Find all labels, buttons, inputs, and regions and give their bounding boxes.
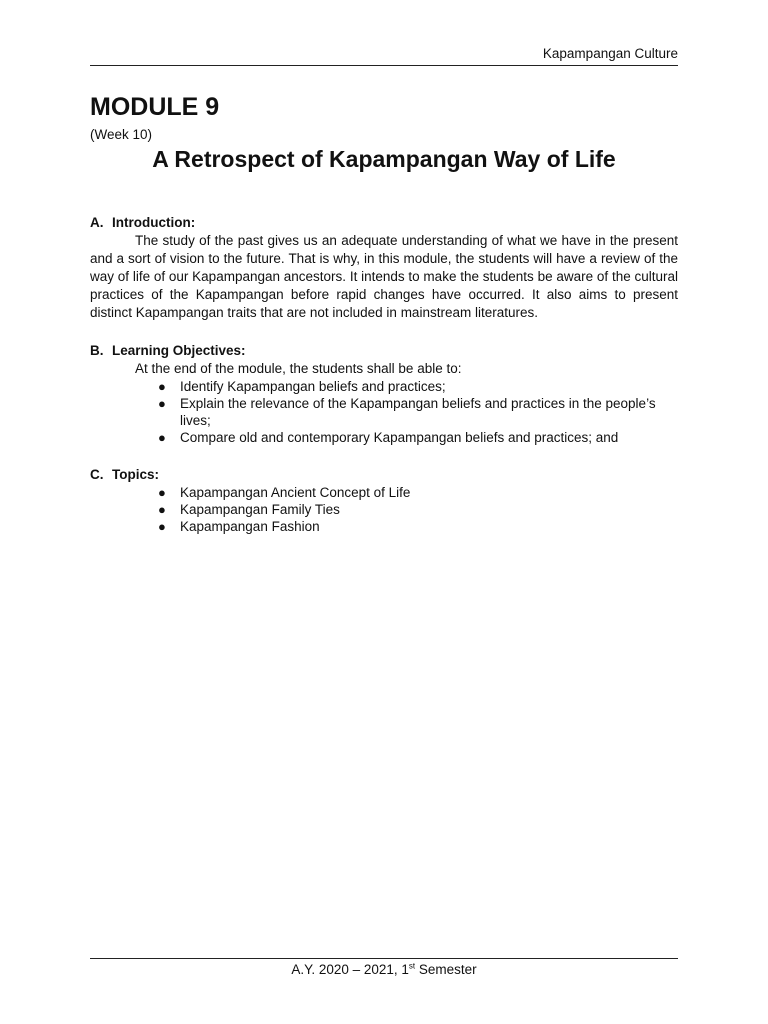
footer-ordinal: st bbox=[408, 961, 416, 971]
section-introduction bbox=[90, 214, 678, 322]
header-divider bbox=[90, 65, 678, 66]
footer-year: A.Y. 2020 – 2021, 1 bbox=[291, 962, 409, 977]
section-heading-text: Introduction: bbox=[112, 215, 196, 230]
section-letter: A. bbox=[90, 215, 104, 230]
module-content bbox=[90, 214, 678, 555]
footer-semester: Semester bbox=[415, 962, 477, 977]
section-letter: B. bbox=[90, 343, 104, 358]
list-item-text: Explain the relevance of the Kapampangan beliefs and practices in the people’s lives; bbox=[180, 396, 656, 428]
week-label: (Week 10) bbox=[90, 127, 153, 142]
section-topics bbox=[90, 466, 678, 535]
list-item-text: Compare old and contemporary Kapampangan beliefs and practices; and bbox=[180, 430, 619, 445]
section-objectives bbox=[90, 342, 678, 446]
bullet-icon: ● bbox=[158, 519, 166, 534]
page-title: A Retrospect of Kapampangan Way of Life bbox=[152, 146, 616, 172]
footer-divider bbox=[90, 958, 678, 959]
section-heading bbox=[90, 342, 678, 360]
list-item bbox=[90, 378, 678, 395]
list-item-text: Kapampangan Fashion bbox=[180, 519, 320, 534]
running-header: Kapampangan Culture bbox=[542, 46, 678, 61]
bullet-icon: ● bbox=[158, 502, 166, 517]
bullet-icon: ● bbox=[158, 430, 166, 445]
list-item-text: Kapampangan Family Ties bbox=[180, 502, 340, 517]
module-title: MODULE 9 bbox=[90, 93, 220, 121]
bullet-icon: ● bbox=[158, 485, 166, 500]
bullet-icon: ● bbox=[158, 379, 166, 394]
objectives-lead: At the end of the module, the students shall be able to: bbox=[135, 361, 462, 376]
objectives-list bbox=[90, 378, 678, 446]
section-heading bbox=[90, 214, 678, 232]
list-item bbox=[90, 518, 678, 535]
section-heading bbox=[90, 466, 678, 484]
list-item-text: Identify Kapampangan beliefs and practices; bbox=[180, 379, 446, 394]
section-letter: C. bbox=[90, 467, 104, 482]
list-item bbox=[90, 484, 678, 501]
section-heading-text: Topics: bbox=[112, 467, 159, 482]
list-item bbox=[90, 501, 678, 518]
bullet-icon: ● bbox=[158, 396, 166, 411]
list-item bbox=[90, 429, 678, 446]
section-heading-text: Learning Objectives: bbox=[112, 343, 246, 358]
list-item-text: Kapampangan Ancient Concept of Life bbox=[180, 485, 411, 500]
list-item bbox=[90, 395, 678, 429]
running-footer bbox=[90, 962, 678, 977]
topics-list bbox=[90, 484, 678, 535]
introduction-paragraph: The study of the past gives us an adequate understanding of what we have in the present and a sort of vision to the future. That is why, in this module, the students will have a review of the way of life of our Kapampangan ancestors. It intends to make the students be aware of the cultural practices of the Kapampangan before rapid changes have occurred. It also aims to present distinct Kapampangan traits that are not included in mainstream literatures. bbox=[90, 233, 678, 320]
